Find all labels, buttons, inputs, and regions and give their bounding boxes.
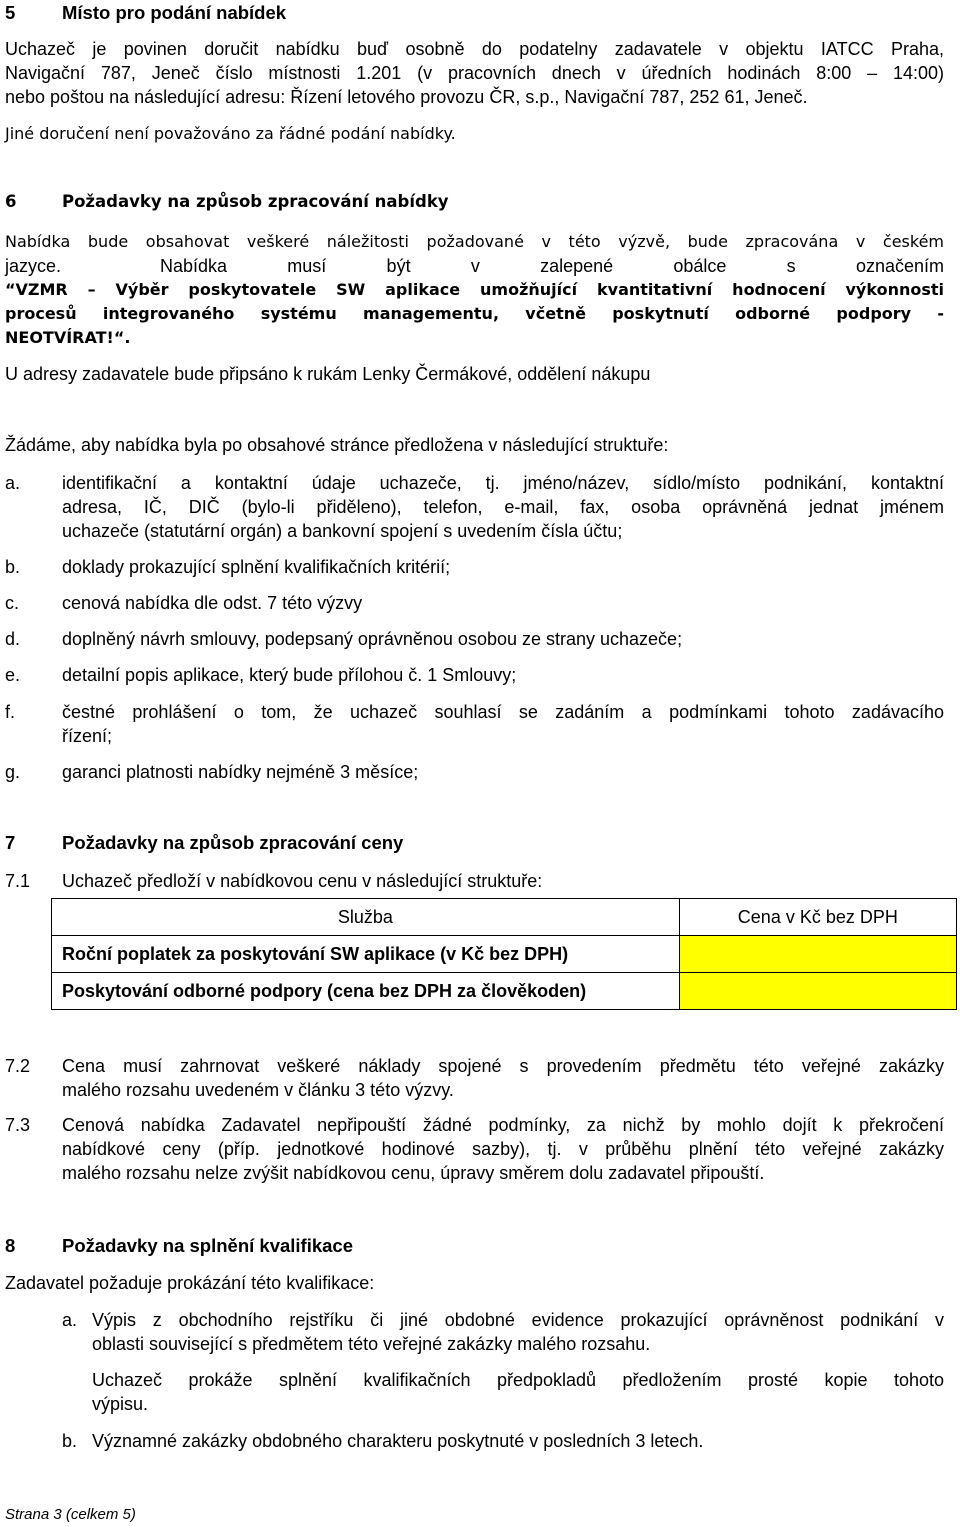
subsection-number: 7.2 [5, 1056, 31, 1076]
section-title: Požadavky na způsob zpracování ceny [62, 832, 404, 853]
s6-paragraph-line: Nabídka bude obsahovat veškeré náležitosti požadované v této výzvě, bude zpracována v českém [5, 232, 944, 251]
price-table [51, 898, 957, 1010]
subsection-7-3 [62, 1113, 944, 1185]
list-item-line: adresa, IČ, DIČ (bylo-li přiděleno), telefon, e-mail, fax, osoba oprávněná jednat jménem [62, 497, 944, 517]
subsection-7-2 [62, 1054, 944, 1102]
s6-envelope-label: “VZMR – Výběr poskytovatele SW aplikace umožňující kvantitativní hodnocení výkonnosti [5, 280, 944, 299]
list-item-mark: a. [5, 473, 21, 493]
s6-text-jazyce: jazyce. [5, 256, 62, 276]
table-row [52, 899, 957, 936]
section-6-heading [0, 192, 960, 216]
s6-text-obalka: Nabídka musí být v zalepené obálce s označením [160, 256, 944, 276]
list-item-mark: a. [62, 1310, 78, 1330]
list-item [62, 591, 944, 615]
list-item-mark: c. [5, 593, 20, 613]
list-item-line: doklady prokazující splnění kvalifikačních kritérií; [62, 557, 451, 577]
list-item-line: identifikační a kontaktní údaje uchazeče, tj. jméno/název, sídlo/místo podnikání, kontaktní [62, 473, 944, 493]
section-title: Požadavky na způsob zpracování nabídky [62, 192, 449, 211]
list-item [92, 1308, 944, 1356]
section-8-heading [0, 1235, 960, 1259]
table-cell-price-input[interactable] [679, 973, 956, 1010]
section-number: 6 [5, 192, 17, 211]
table-row [52, 973, 957, 1010]
list-item [62, 471, 944, 543]
s5-paragraph-line: Navigační 787, Jeneč číslo místnosti 1.201 (v pracovních dnech v úředních hodinách 8:00 – 14:00) [5, 63, 944, 83]
table-header-price: Cena v Kč bez DPH [679, 899, 956, 936]
s6-envelope-label: procesů integrovaného systému managementu, včetně poskytnutí odborné podpory - [5, 304, 944, 323]
list-item-line: Významné zakázky obdobného charakteru poskytnuté v posledních 3 letech. [92, 1431, 704, 1451]
list-item-line: Výpis z obchodního rejstříku či jiné obdobné evidence prokazující oprávněnost podnikání v [92, 1310, 944, 1330]
section-title: Požadavky na splnění kvalifikace [62, 1235, 354, 1256]
list-item [92, 1429, 944, 1453]
list-item [62, 627, 944, 651]
list-item [62, 663, 944, 687]
list-item-mark: b. [62, 1431, 78, 1451]
section-5-heading [0, 2, 960, 26]
list-item [62, 760, 944, 784]
section-7-heading [0, 832, 960, 856]
table-cell-service: Poskytování odborné podpory (cena bez DPH za člověkoden) [52, 973, 680, 1010]
s5-paragraph-2: Jiné doručení není považováno za řádné podání nabídky. [5, 124, 456, 143]
table-cell-price-input[interactable] [679, 936, 956, 973]
subsection-7-1 [62, 869, 944, 893]
list-item-line: oblasti související s předmětem této veřejné zakázky malého rozsahu. [92, 1334, 651, 1354]
section-number: 7 [5, 832, 16, 853]
list-item-mark: d. [5, 629, 21, 649]
s6-paragraph-2: U adresy zadavatele bude připsáno k rukám Lenky Čermákové, oddělení nákupu [5, 364, 651, 384]
list-item-line: Uchazeč prokáže splnění kvalifikačních předpokladů předložením prosté kopie tohoto [92, 1370, 944, 1390]
section-title: Místo pro podání nabídek [62, 2, 287, 23]
page-footer: Strana 3 (celkem 5) [5, 1506, 136, 1523]
list-item-line: detailní popis aplikace, který bude přílohou č. 1 Smlouvy; [62, 665, 517, 685]
table-row [52, 936, 957, 973]
list-item-line: výpisu. [92, 1394, 149, 1414]
list-item [62, 700, 944, 748]
s6-paragraph-3: Žádáme, aby nabídka byla po obsahové stránce předložena v následující struktuře: [5, 435, 669, 455]
subsection-text: Uchazeč předloží v nabídkovou cenu v následující struktuře: [62, 871, 543, 891]
table-header-service: Služba [52, 899, 680, 936]
section-number: 5 [5, 2, 16, 23]
list-item-line: čestné prohlášení o tom, že uchazeč souhlasí se zadáním a podmínkami tohoto zadávacího [62, 702, 944, 722]
list-item-line: doplněný návrh smlouvy, podepsaný oprávněnou osobou ze strany uchazeče; [62, 629, 683, 649]
section-number: 8 [5, 1235, 16, 1256]
list-item-line: řízení; [62, 726, 113, 746]
s6-envelope-label: NEOTVÍRAT!“. [5, 328, 131, 347]
list-item-mark: e. [5, 665, 21, 685]
subsection-line: malého rozsahu uvedeném v článku 3 této výzvy. [62, 1080, 454, 1100]
list-item-line: garanci platnosti nabídky nejméně 3 měsíce; [62, 762, 419, 782]
s5-paragraph-line: nebo poštou na následující adresu: Řízení letového provozu ČR, s.p., Navigační 787, 252 61, Jeneč. [5, 87, 808, 107]
subsection-number: 7.1 [5, 871, 31, 891]
subsection-line: Cena musí zahrnovat veškeré náklady spojené s provedením předmětu této veřejné zakázky [62, 1056, 944, 1076]
s6-paragraph-line [5, 254, 944, 278]
s5-paragraph-line: Uchazeč je povinen doručit nabídku buď osobně do podatelny zadavatele v objektu IATCC Praha, [5, 39, 944, 59]
subsection-line: Cenová nabídka Zadavatel nepřipouští žádné podmínky, za nichž by mohlo dojít k překročení [62, 1115, 944, 1135]
table-cell-service: Roční poplatek za poskytování SW aplikace (v Kč bez DPH) [52, 936, 680, 973]
subsection-line: malého rozsahu nelze zvýšit nabídkovou cenu, úpravy směrem dolu zadavatel připouští. [62, 1163, 765, 1183]
subsection-number: 7.3 [5, 1115, 31, 1135]
s8-intro: Zadavatel požaduje prokázání této kvalifikace: [5, 1273, 375, 1293]
list-item-continuation [92, 1368, 944, 1416]
list-item-mark: b. [5, 557, 21, 577]
list-item-mark: g. [5, 762, 21, 782]
list-item [62, 555, 944, 579]
list-item-mark: f. [5, 702, 16, 722]
subsection-line: nabídkové ceny (příp. jednotkové hodinové sazby), tj. v průběhu plnění této veřejné zakázky [62, 1139, 944, 1159]
list-item-line: uchazeče (statutární orgán) a bankovní spojení s uvedením čísla účtu; [62, 521, 623, 541]
list-item-line: cenová nabídka dle odst. 7 této výzvy [62, 593, 363, 613]
